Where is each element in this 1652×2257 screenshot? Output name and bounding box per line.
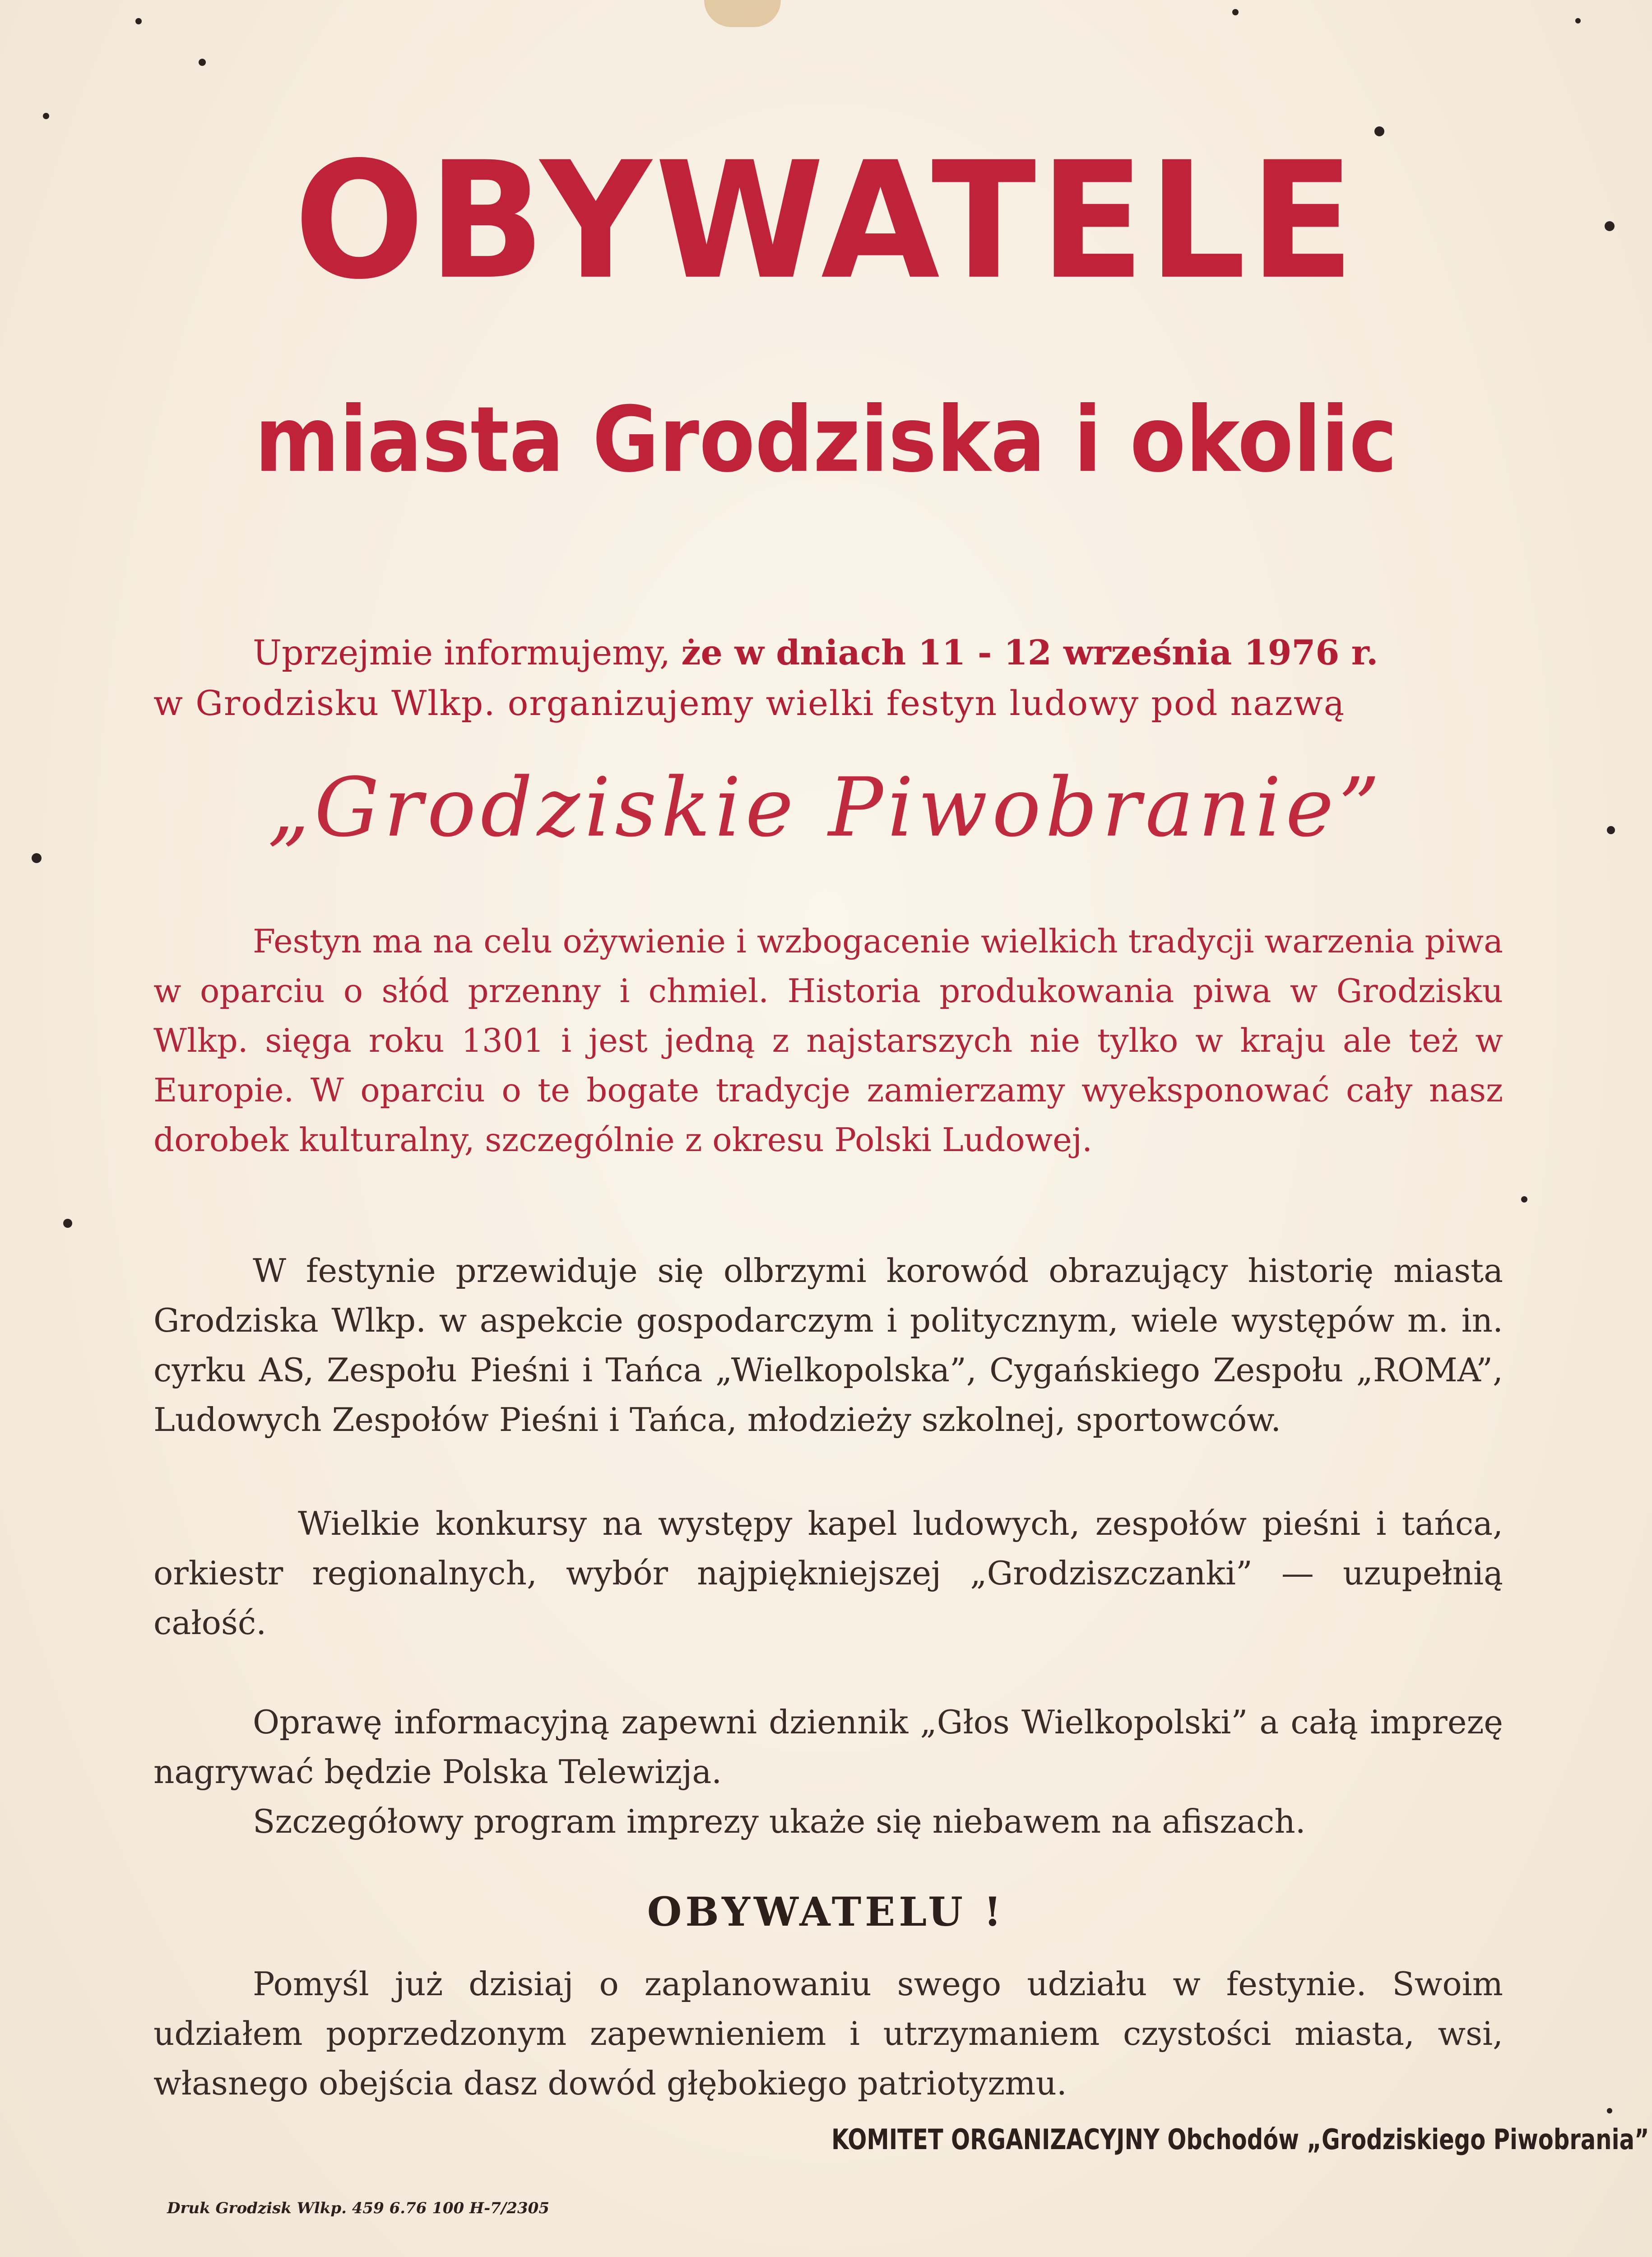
festival-dates: że w dniach 11 - 12 września 1976 r. (681, 632, 1378, 673)
poster-title: OBYWATELE (294, 127, 1358, 315)
intro-line-2: w Grodzisku Wlkp. organizujemy wielki festyn ludowy pod nazwą (153, 683, 1346, 723)
poster-subtitle: miasta Grodziska i okolic (255, 387, 1397, 492)
paragraph-text: Pomyśl już dzisiaj o zaplanowaniu swego udziału w festynie. Swoim udziałem poprzedzonym zapewnieniem i utrzymaniem czystości miasta, wsi, własnego obejścia dasz dowód głębokiego patriotyzmu. (153, 1965, 1503, 2102)
speck (63, 1219, 72, 1228)
citizen-callout: OBYWATELU ! (647, 1888, 1005, 1935)
printer-imprint: Druk Grodzisk Wlkp. 459 6.76 100 H-7/2305 (167, 2199, 549, 2217)
paragraph-media (153, 1697, 1503, 1797)
speck (199, 59, 206, 66)
paragraph-closing (153, 1959, 1503, 2108)
speck (1232, 9, 1239, 15)
speck (1575, 18, 1581, 23)
speck (43, 113, 49, 119)
paragraph-text: Oprawę informacyjną zapewni dziennik „Głos Wielkopolski” a całą imprezę nagrywać będzie Polska Telewizja. (153, 1703, 1503, 1791)
paragraph-text: Wielkie konkursy na występy kapel ludowych, zespołów pieśni i tańca, orkiestr regionalnych, wybór najpiękniejszej „Grodziszczanki” — uzupełnią całość. (153, 1505, 1503, 1642)
speck (135, 18, 142, 24)
paragraph-text: Festyn ma na celu ożywienie i wzbogacenie wielkich tradycji warzenia piwa w oparciu o słód przenny i chmiel. Historia produkowania piwa w Grodzisku Wlkp. sięga roku 1301 i jest jedną z najstarszych nie tylko w kraju ale też w Europie. W oparciu o te bogate tradycje zamierzamy wyeksponować cały nasz dorobek kulturalny, szczególnie z okresu Polski Ludowej. (153, 922, 1503, 1159)
paragraph-program (153, 1246, 1503, 1444)
paragraph-schedule (153, 1797, 1503, 1846)
festival-name: „Grodziskie Piwobranie” (268, 761, 1384, 855)
intro-line-1-start: Uprzejmie informujemy, (253, 632, 682, 673)
intro-text (153, 627, 1512, 729)
paragraph-text: W festynie przewiduje się olbrzymi korowód obrazujący historię miasta Grodziska Wlkp. w aspekcie gospodarczym i politycznym, wiele występów m. in. cyrku AS, Zespołu Pieśni i Tańca „Wielkopolska”, Cygańskiego Zespołu „ROMA”, Ludowych Zespołów Pieśni i Tańca, młodzieży szkolnej, sportowców. (153, 1252, 1503, 1439)
organizing-committee: KOMITET ORGANIZACYJNY Obchodów „Grodziskiego Piwobrania” (831, 2123, 1649, 2156)
paper-stain (704, 0, 781, 27)
intro-line-1 (153, 627, 1512, 678)
speck (1607, 2108, 1612, 2113)
paragraph-tradition (153, 916, 1503, 1165)
speck (1521, 1196, 1527, 1203)
paragraph-text: Szczegółowy program imprezy ukaże się niebawem na afiszach. (253, 1802, 1306, 1840)
paragraph-contests (153, 1499, 1503, 1648)
